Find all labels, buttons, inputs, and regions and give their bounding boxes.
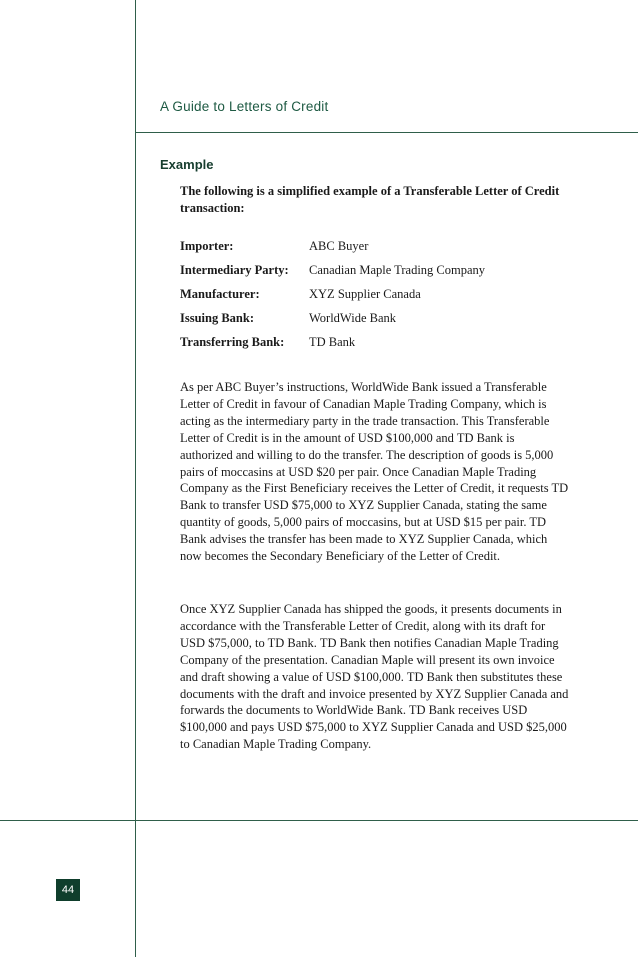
party-row-issuing-bank (180, 308, 485, 332)
party-row-intermediary (180, 260, 485, 284)
section-title: Example (160, 157, 214, 172)
party-label: Issuing Bank: (180, 311, 254, 325)
party-label: Importer: (180, 239, 234, 253)
party-label: Intermediary Party: (180, 263, 289, 277)
party-value: XYZ Supplier Canada (309, 287, 421, 301)
intro-text: The following is a simplified example of a Transferable Letter of Credit transaction: (180, 184, 560, 215)
party-row-importer (180, 236, 485, 260)
running-title: A Guide to Letters of Credit (160, 99, 329, 114)
party-label: Manufacturer: (180, 287, 260, 301)
header-rule (135, 132, 638, 133)
party-row-transferring-bank (180, 332, 485, 356)
party-row-manufacturer (180, 284, 485, 308)
party-value: Canadian Maple Trading Company (309, 263, 486, 277)
party-value: ABC Buyer (309, 239, 369, 253)
party-value: WorldWide Bank (309, 311, 397, 325)
party-label: Transferring Bank: (180, 335, 285, 349)
footer-rule (0, 820, 638, 821)
body-paragraph: As per ABC Buyer’s instructions, WorldWide Bank issued a Transferable Letter of Credit in favour of Canadian Maple Trading Company, which is acting as the intermediary party in the trade transaction. This Transferable Letter of Credit is in the amount of USD $100,000 and TD Bank is authorized and willing to do the transfer. The description of goods is 5,000 pairs of moccasins at USD $20 per pair. Once Canadian Maple Trading Company as the First Beneficiary receives the Letter of Credit, it requests TD Bank to transfer USD $75,000 to XYZ Supplier Canada, stating the same quantity of goods, 5,000 pairs of moccasins, but at USD $15 per pair. TD Bank advises the transfer has been made to XYZ Supplier Canada, which now becomes the Secondary Beneficiary of the Letter of Credit. (180, 380, 569, 564)
page-number: 44 (56, 879, 80, 901)
body-paragraph: Once XYZ Supplier Canada has shipped the goods, it presents documents in accordance with the Transferable Letter of Credit, along with its draft for USD $75,000, to TD Bank. TD Bank then notifies Canadian Maple Trading Company of the presentation. Canadian Maple will present its own invoice and draft showing a value of USD $100,000. TD Bank then substitutes these documents with the draft and invoice presented by XYZ Supplier Canada and forwards the documents to WorldWide Bank. TD Bank receives USD $100,000 and pays USD $75,000 to XYZ Supplier Canada and USD $25,000 to Canadian Maple Trading Company. (180, 602, 569, 752)
parties-list (180, 236, 485, 356)
vertical-rule (135, 0, 136, 957)
party-value: TD Bank (309, 335, 356, 349)
